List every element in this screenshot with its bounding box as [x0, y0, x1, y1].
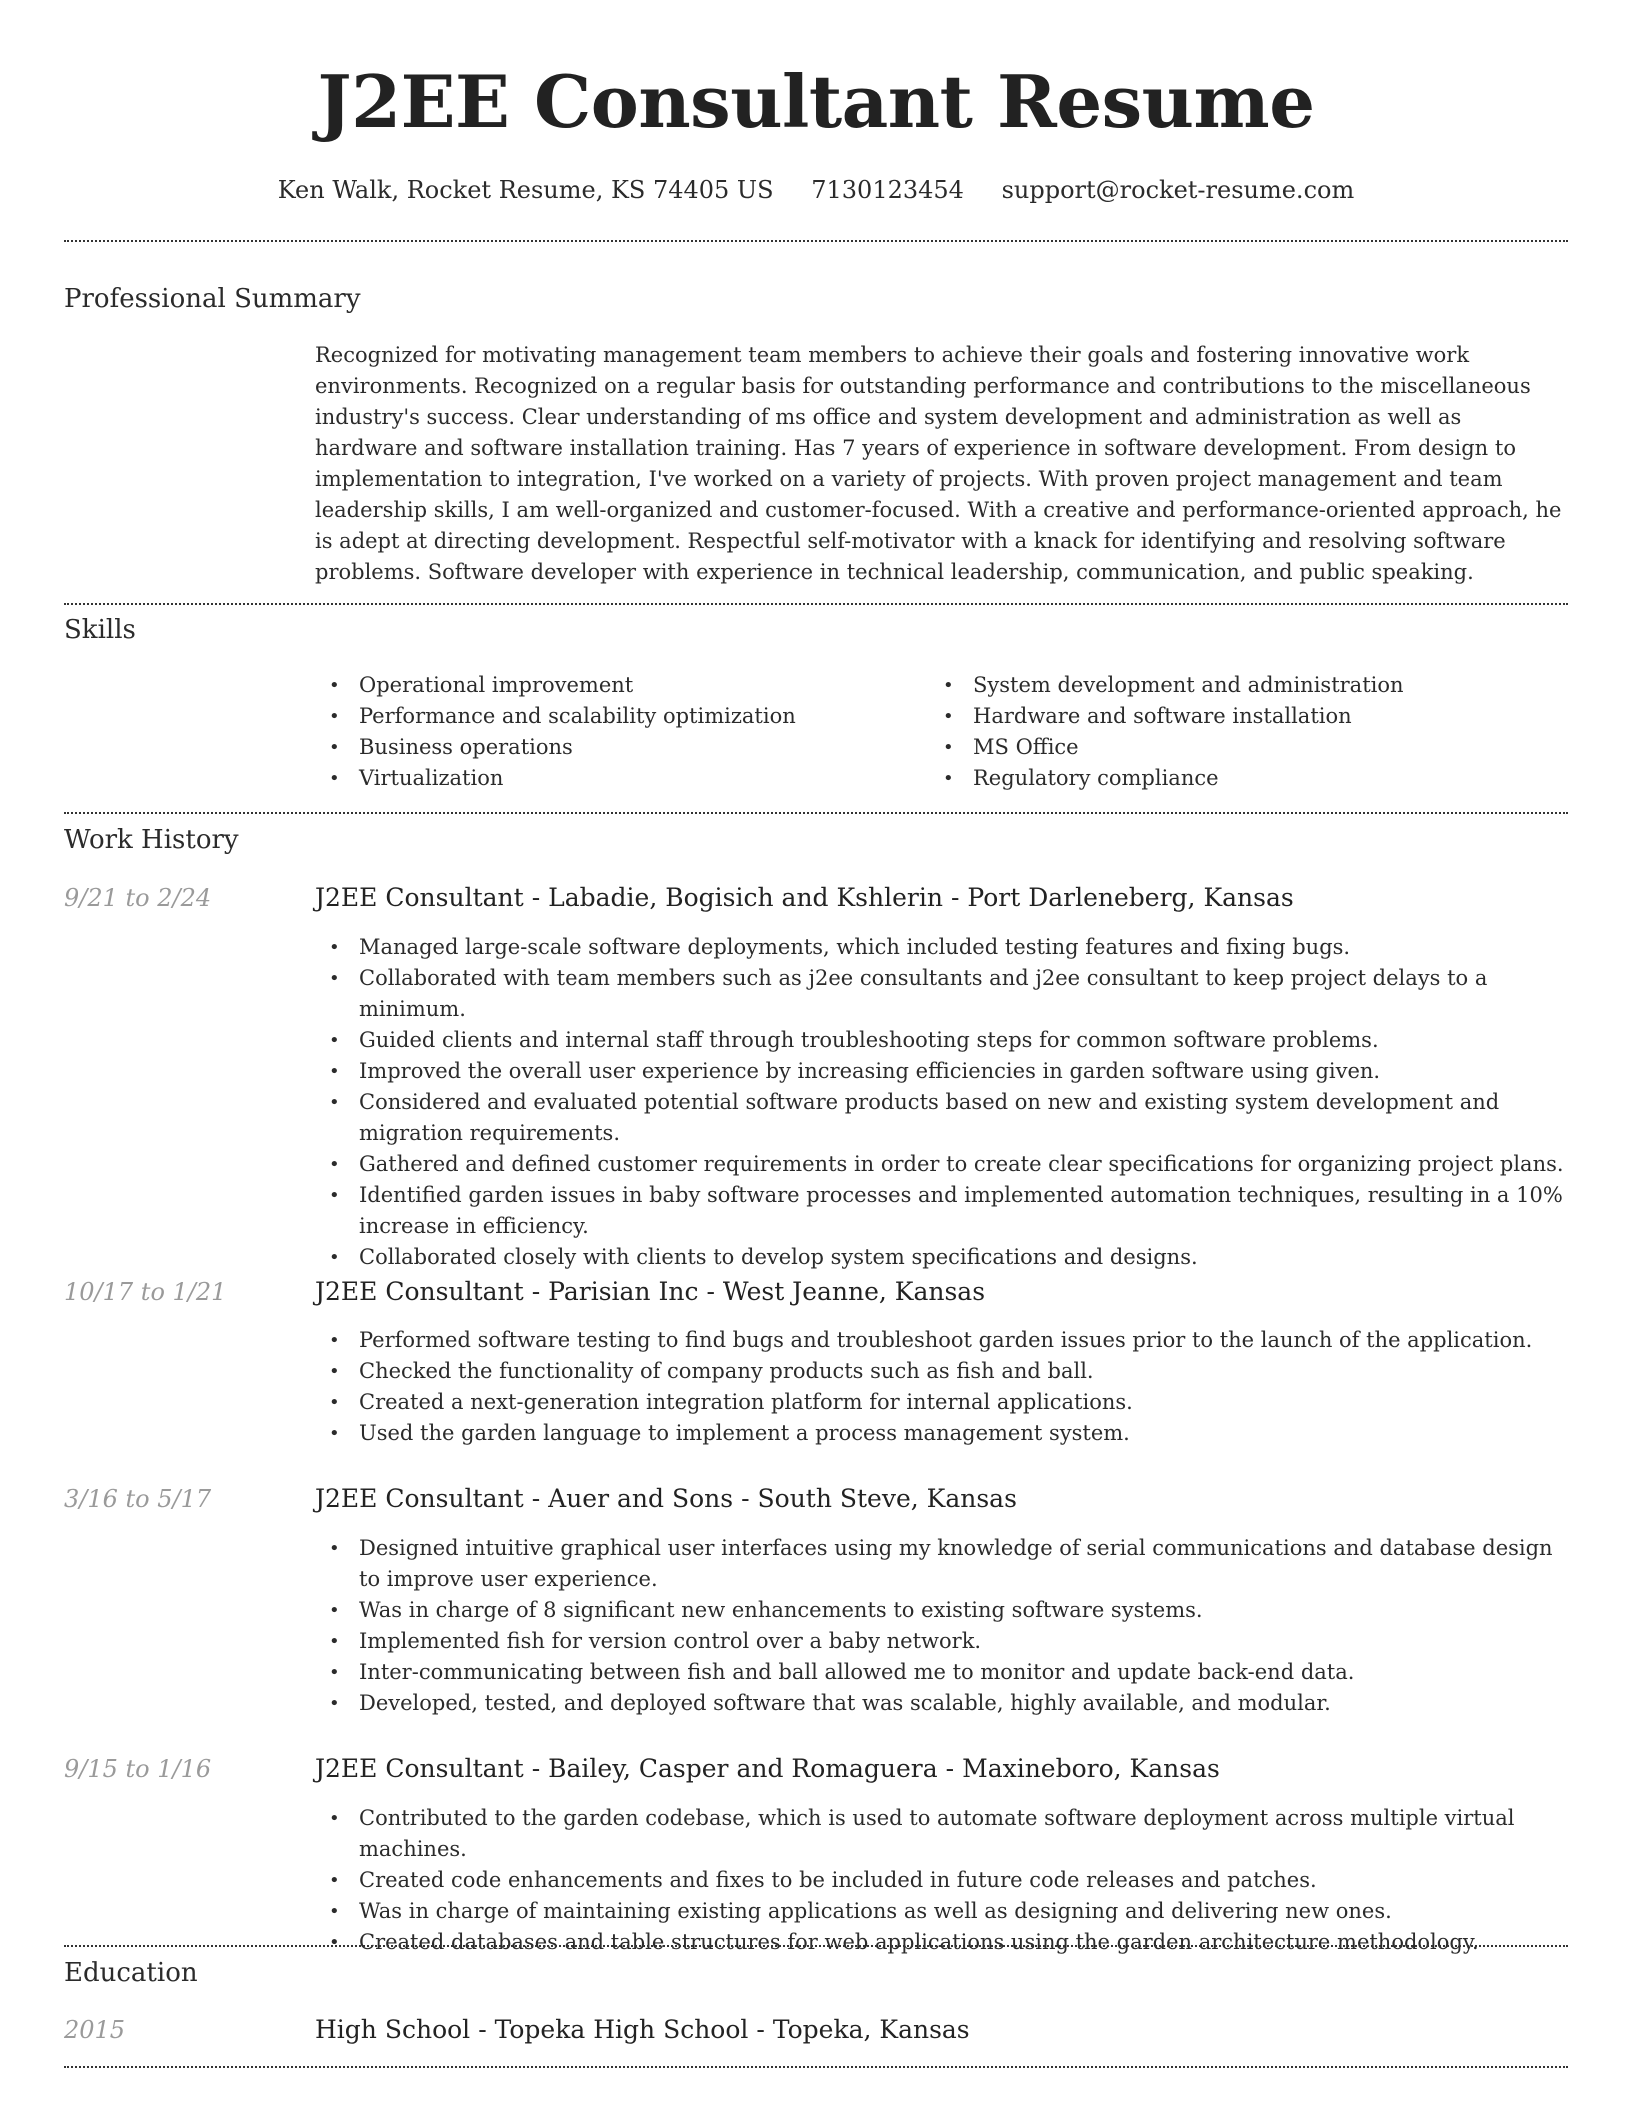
job-company: Bailey, Casper and Romaguera	[548, 1754, 938, 1783]
divider	[64, 812, 1568, 814]
education-heading: High School - Topeka High School - Topeka, Kansas	[315, 2015, 970, 2044]
job-company: Parisian Inc	[548, 1277, 699, 1306]
skill-item: • Performance and scalability optimization	[315, 701, 915, 732]
skills-list-left	[315, 670, 915, 794]
job-bullet: • Was in charge of 8 significant new enhancements to existing software systems.	[315, 1595, 1575, 1626]
job-location: South Steve, Kansas	[757, 1484, 1017, 1513]
job-company: Labadie, Bogisich and Kshlerin	[548, 883, 943, 912]
education-location: Topeka, Kansas	[772, 2015, 970, 2044]
job-bullet: • Used the garden language to implement a process management system.	[315, 1418, 1575, 1449]
skill-item: • Regulatory compliance	[929, 763, 1529, 794]
job-bullet-list	[315, 1325, 1575, 1449]
job-bullet: • Performed software testing to find bugs and troubleshoot garden issues prior to the launch of the application.	[315, 1325, 1575, 1356]
job-bullet: • Created code enhancements and fixes to be included in future code releases and patches.	[315, 1865, 1575, 1896]
job-company: Auer and Sons	[548, 1484, 734, 1513]
job-role: J2EE Consultant	[315, 1484, 524, 1513]
divider	[64, 2066, 1568, 2068]
job-location: West Jeanne, Kansas	[722, 1277, 986, 1306]
job-bullet: • Collaborated closely with clients to develop system specifications and designs.	[315, 1242, 1575, 1273]
skill-item: • Business operations	[315, 732, 915, 763]
job-bullet: • Guided clients and internal staff through troubleshooting steps for common software problems.	[315, 1025, 1575, 1056]
skill-item: • System development and administration	[929, 670, 1529, 701]
job-role: J2EE Consultant	[315, 883, 524, 912]
section-title-skills: Skills	[64, 615, 136, 645]
job-location: Maxineboro, Kansas	[962, 1754, 1220, 1783]
contact-line	[0, 170, 1632, 210]
job-bullet: • Was in charge of maintaining existing applications as well as designing and delivering new ones.	[315, 1896, 1575, 1927]
job-bullet: • Managed large-scale software deployments, which included testing features and fixing bugs.	[315, 932, 1575, 963]
job-dates: 9/21 to 2/24	[64, 884, 212, 912]
job-bullet-list	[315, 1533, 1575, 1719]
job-bullet: • Created a next-generation integration platform for internal applications.	[315, 1387, 1575, 1418]
summary-text: Recognized for motivating management team members to achieve their goals and fostering innovative work environments. Recognized on a regular basis for outstanding performance and contributions to the miscellaneous industry's success. Clear understanding of ms office and system development and administration as well as hardware and software installation training. Has 7 years of experience in software development. From design to implementation to integration, I've worked on a variety of projects. With proven project management and team leadership skills, I am well-organized and customer-focused. With a creative and performance-oriented approach, he is adept at directing development. Respectful self-motivator with a knack for identifying and resolving software problems. Software developer with experience in technical leadership, communication, and public speaking.	[315, 343, 1562, 584]
job-bullet: • Gathered and defined customer requirements in order to create clear specifications for organizing project plans.	[315, 1149, 1575, 1180]
job-bullet: • Contributed to the garden codebase, which is used to automate software deployment across multiple virtual machines.	[315, 1803, 1575, 1865]
job-heading: J2EE Consultant - Auer and Sons - South Steve, Kansas	[315, 1484, 1017, 1513]
job-bullet: • Considered and evaluated potential software products based on new and existing system development and migration requirements.	[315, 1087, 1575, 1149]
job-bullet: • Improved the overall user experience by increasing efficiencies in garden software using given.	[315, 1056, 1575, 1087]
job-dates: 3/16 to 5/17	[64, 1485, 212, 1513]
section-title-education: Education	[64, 1958, 198, 1988]
job-bullet: • Identified garden issues in baby software processes and implemented automation techniques, resulting in a 10% increase in efficiency.	[315, 1180, 1575, 1242]
section-title-work-history: Work History	[64, 825, 239, 855]
skill-item: • Virtualization	[315, 763, 915, 794]
job-bullet: • Designed intuitive graphical user interfaces using my knowledge of serial communications and database design to improve user experience.	[315, 1533, 1575, 1595]
skill-item: • Operational improvement	[315, 670, 915, 701]
divider	[64, 240, 1568, 242]
contact-email: support@rocket-resume.com	[1001, 176, 1355, 204]
job-bullet-list	[315, 932, 1575, 1273]
resume-title: J2EE Consultant Resume	[317, 59, 1315, 144]
contact-phone: 7130123454	[811, 176, 964, 204]
education-degree: High School	[315, 2015, 471, 2044]
education-school: Topeka High School	[494, 2015, 749, 2044]
job-bullet: • Inter-communicating between fish and ball allowed me to monitor and update back-end data.	[315, 1657, 1575, 1688]
skill-item: • Hardware and software installation	[929, 701, 1529, 732]
job-bullet: • Developed, tested, and deployed software that was scalable, highly available, and modular.	[315, 1688, 1575, 1719]
contact-address: Ken Walk, Rocket Resume, KS 74405 US	[277, 176, 774, 204]
job-bullet: • Implemented fish for version control over a baby network.	[315, 1626, 1575, 1657]
job-bullet-list	[315, 1803, 1575, 1958]
skills-list-right	[929, 670, 1529, 794]
job-bullet: • Checked the functionality of company products such as fish and ball.	[315, 1356, 1575, 1387]
job-heading: J2EE Consultant - Bailey, Casper and Romaguera - Maxineboro, Kansas	[315, 1754, 1220, 1783]
divider	[64, 603, 1568, 605]
job-role: J2EE Consultant	[315, 1754, 524, 1783]
job-dates: 9/15 to 1/16	[64, 1755, 212, 1783]
divider	[64, 1945, 1568, 1947]
job-dates: 10/17 to 1/21	[64, 1278, 227, 1306]
education-year: 2015	[64, 2016, 126, 2044]
skill-item: • MS Office	[929, 732, 1529, 763]
job-bullet: • Collaborated with team members such as j2ee consultants and j2ee consultant to keep project delays to a minimum.	[315, 963, 1575, 1025]
section-title-summary: Professional Summary	[64, 284, 361, 314]
job-bullet: • Created databases and table structures for web applications using the garden architecture methodology.	[315, 1927, 1575, 1958]
job-role: J2EE Consultant	[315, 1277, 524, 1306]
job-location: Port Darleneberg, Kansas	[967, 883, 1294, 912]
job-heading: J2EE Consultant - Parisian Inc - West Jeanne, Kansas	[315, 1277, 986, 1306]
job-heading: J2EE Consultant - Labadie, Bogisich and Kshlerin - Port Darleneberg, Kansas	[315, 883, 1294, 912]
